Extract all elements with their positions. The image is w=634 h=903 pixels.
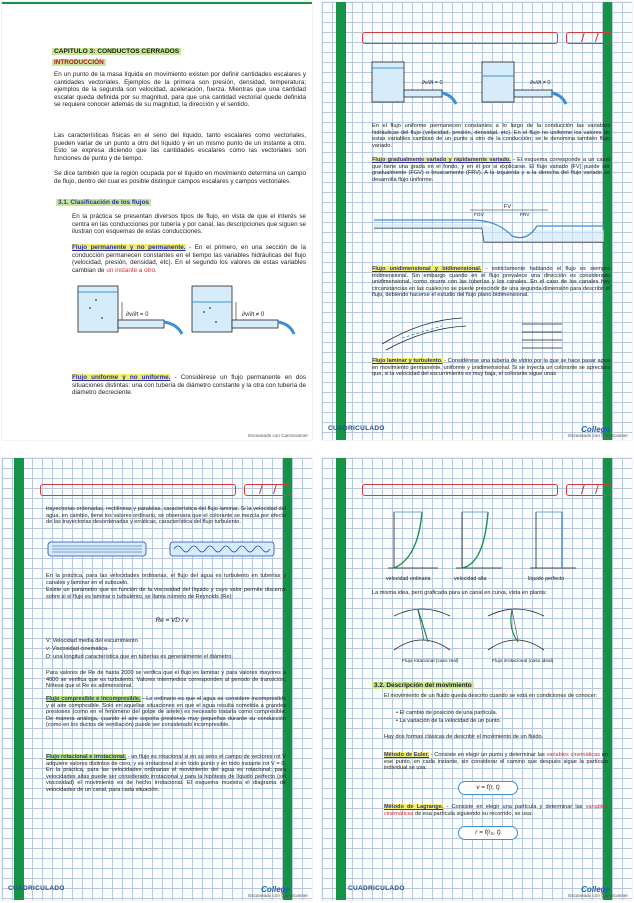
p2-flujo-unidim (372, 266, 610, 299)
p4-header-box-1 (362, 484, 558, 496)
p2-header-box-1 (362, 32, 558, 44)
page-2 (322, 2, 632, 440)
fig-rotacional: Flujo rotacional (caso real) (402, 659, 459, 664)
lagrange-text: - Consiste en elegir una partícula y determinar las (443, 804, 586, 810)
flujo-unidim-text: - estrictamente hablando el flujo es siempre tridimensional. Sin embargo cuando en el flujo prevalece una dirección es considerado unidimensional, como ocurre con las tuberías y los canales. En el caso de los canales hay circunstancias en las cuales no se puede prescindir de una segunda dimensión para describir el flujo, debiendo hacerse el estudio del flujo plano bidimensional. (372, 266, 610, 299)
p3-flujo-compresible (46, 696, 286, 729)
p1-para4: En la práctica se presentan diversos tipos de flujo, en vista de que el interés se centra en las conducciones por tubería y por canal, las descripciones que siguen se ilustran con esquemas de estas conducciones. (72, 213, 306, 236)
flujo-gradual-text: - El esquema corresponde a un canal que tiene una grada en el fondo, y en él por si explicarse. El flujo variado (FV) puede ser gradualmente (FGV) o bruscamente (FRV). A la izquierda y a la derecha del flujo variado se desarrolla flujo uniforme. (372, 157, 611, 183)
bullet-1-text: El cambio de posición de una partícula. (399, 710, 498, 716)
p2-fig-label-a: ∂v/∂t = 0 (422, 80, 443, 86)
flujo-rotacional-text: - un flujo es rotacional si en su seno el campo de vectores rot V adquiere valores distintos de cero, y es irrotacional si en todo punto y en todo instante rot V = 0. En la práctica, para las velocidades ordinarias el movimiento del agua es rotacional; para velocidades altas puede ser considerado irrotacional y para la hipótesis de líquido perfecto (sin viscosidad) el movimiento es de hecho irrotacional. El esquema muestra el diagrama de velocidades de un canal, para cada situación. (46, 754, 286, 793)
fig-liquido-perfecto: líquido perfecto (528, 576, 565, 582)
page-4 (322, 458, 632, 900)
p4-bullet-1: • El cambio de posición de una partícula. (396, 710, 498, 716)
p2-para1: En el flujo uniforme permanecen constantes a lo largo de la conducción las variables hidráulicas del flujo (velocidad, presión, densidad, etc). En el flujo no uniforme los valores de estas variables cambian de un punto a otro de la conducción; se le denomina también flujo variado. (372, 123, 610, 149)
p4-footer-label: CUADRICULADO (348, 885, 405, 892)
p2-fig-label-b: ∂v/∂t ≠ 0 (530, 80, 551, 86)
p3-para3: Existe un parámetro que es función de la viscosidad del líquido y cuyo valor permite discernir sobre si el flujo es laminar o turbulento, se llama número de Reynolds (Re): (46, 587, 286, 600)
p4-para3: Hay dos formas clásicas de describir el movimiento de un fluido. (384, 734, 544, 740)
flujo-laminar-label: Flujo laminar y turbulento. (372, 358, 443, 364)
p2-brand-logo: College (581, 425, 610, 434)
fig-vel-alta: velocidad alta (454, 576, 487, 582)
p3-para1: trayectorias ordenadas, rectilíneas y paralelas, característica del flujo laminar. Si la velocidad del agua, en cambio, tiene los valores ordinario, se observara que el colorante se mezcla por efecto de las trayectorias desordenadas y erráticas, característica del flujo turbulento. (46, 506, 286, 526)
euler-label: Método de Euler. (384, 752, 430, 758)
intro-heading: INTRODUCCIÓN (54, 59, 104, 66)
profile-ordinaria (388, 512, 438, 568)
profile-alta (456, 512, 502, 568)
p2-flujo-gradual (372, 157, 610, 183)
section-3-1: 3.1. Clasificación de los flujos (58, 199, 149, 206)
fig-irrotacional: Flujo irrotacional (caso ideal) (492, 659, 554, 664)
p2-tank-figure (322, 60, 632, 120)
fig-label-a: ∂v/∂t = 0 (126, 312, 149, 318)
def-v: V: Velocidad media del escurrimiento (46, 638, 138, 644)
profile-perfecto (530, 512, 576, 568)
flujo-rotacional-label: Flujo rotacional e irrotacional. (46, 754, 127, 760)
p2-flujo-laminar (372, 358, 610, 378)
def-nu: ν: Viscosidad cinemática (46, 646, 108, 652)
p4-brand-logo: College (581, 885, 610, 894)
p3-footer-label: CUADRICULADO (8, 885, 65, 892)
p3-green-bar-left (14, 458, 24, 900)
page-top-edge (2, 2, 312, 4)
reynolds-formula: Re = VD / ν (155, 617, 189, 624)
p1-flujo-uniforme (72, 374, 306, 397)
p3-header-box-1 (40, 484, 236, 496)
p1-para1: En un punto de la masa líquida en movimiento existen por definir cantidades escalares y cantidades vectoriales. Ejemplos de la primera son presión, densidad, temperatura; ejemplos de la segunda son velocidad, aceleración, fuerza. Mientras que una cantidad escalar queda definida por su magnitud, para que una cantidad vectorial quede definida se requiere conocer además de su magnitud, la dirección y el sentido. (54, 71, 306, 109)
flujo-compresible-text: - Lo ordinario es que el agua se considere incompresible y el aire compresible. Solo en aquellas situaciones en que el agua resulta sometida a grandes presiones (como en el fenómeno del golpe de ariete) es necesario tratarla como compresible. De manera análoga, cuando el aire soporta presiones muy pequeñas durante su conducción (como en los ductos de ventilación) puede ser considerado incompresible. (46, 696, 286, 729)
p2-pipe-figure (322, 314, 632, 354)
p2-header-box-2: / / (566, 32, 612, 44)
flujo-permanente-red: un instante a otro. (106, 266, 157, 274)
flujo-uniforme-label: Flujo uniforme y no uniforme. (72, 374, 171, 381)
p4-curve-channel-figure (322, 600, 632, 670)
p1-scan-label: Escaneado con CamScanner (248, 433, 308, 438)
p2-fig-frv: FRV (520, 213, 530, 218)
bullet-2-text: La variación de la velocidad de un punto. (399, 718, 502, 724)
p2-channel-figure (322, 202, 632, 252)
p1-para2: Las características físicas en el seno del líquido, tanto escalares como vectoriales, pueden variar de un punto a otro del líquido y en un mismo punto de un instante a otro. Esto se expresa diciendo que las cantidades escalares como las vectoriales son funciones de punto y de tiempo. (54, 132, 306, 162)
flujo-permanente-text: - En el primero, en una sección de la conducción permanecen constantes en el tiempo las variables hidráulicas del flujo (velocidad, presión, densidad, etc). En el segundo los valores de estas variables cambian de (72, 244, 306, 274)
p3-pipe-figure (2, 536, 312, 566)
flujo-laminar-text: - Considérese una tubería de vidrio por la que se hace pasar agua en movimiento permanente, uniforme y unidimensional. Si se inyecta un colorante se apreciara que, si la velocidad del escurrimiento es muy baja, el colorante sigue unas (372, 358, 610, 378)
p3-scan-label: Escaneado con CamScanner (248, 893, 308, 898)
flujo-gradual-label: Flujo gradualmente variado y rápidamente variado. (372, 157, 511, 163)
p4-euler (384, 752, 608, 772)
p3-para2: En la práctica, para las velocidades ordinarias, el flujo del agua es turbulento en tuberías y canales y laminar en el subsuelo. (46, 573, 286, 586)
p4-bullet-2: • La variación de la velocidad de un punto. (396, 718, 502, 724)
page-1 (2, 2, 312, 440)
p4-para1: La misma idea, pero graficada para un canal en curva, vista en planta: (372, 590, 547, 596)
section-3-2: 3.2. Descripción del movimiento (374, 682, 472, 689)
lagrange-label: Método de Lagrange. (384, 804, 444, 810)
p2-footer-label: CUADRICULADO (328, 425, 385, 432)
p1-para3: Se dice también que la región ocupada por el líquido en movimiento determina un campo de flujo, dentro del cual es posible distinguir campos escalares y campos vectoriales. (54, 170, 306, 185)
p4-velocity-profiles (322, 508, 632, 584)
chapter-title: CAPITULO 3: CONDUCTOS CERRADOS (54, 48, 180, 55)
p4-header-box-2: / / (566, 484, 612, 496)
p3-flujo-rotacional (46, 754, 286, 794)
page-3 (2, 458, 312, 900)
fig-vel-ordinaria: velocidad ordinaria (386, 576, 431, 582)
flujo-uniforme-text: - Considérese un flujo permanente en dos situaciones distintas: una con tubería de diámetro constante y la otra con tubería de diámetro decreciente. (72, 374, 306, 397)
flujo-permanente-label: Flujo permanente y no permanente. (72, 244, 186, 251)
fig-label-b: ∂v/∂t ≠ 0 (242, 312, 265, 318)
p4-lagrange (384, 804, 608, 817)
p1-tank-figure (2, 282, 312, 362)
p3-para4: Para valores de Re de hasta 2000 se verifica que el flujo es laminar y para valores mayores a 4000 se verifica que es turbulento. Valores intermedios corresponden al periodo de transición. Nótese que el Re es adimensional. (46, 670, 286, 690)
euler-red: variables cinemáticas (546, 752, 601, 758)
p2-fig-fgv: FGV (474, 213, 484, 218)
flujo-unidim-label: Flujo unidimensional y bidimensional. (372, 266, 482, 272)
p4-para2: El movimiento de un fluido queda descrito cuando se está en condiciones de conocer: (384, 693, 598, 699)
flujo-compresible-label: Flujo compresible e incompresible. (46, 696, 141, 702)
p3-header-box-2: / / (244, 484, 290, 496)
lagrange-formula: r = f(r₀, t) (458, 826, 518, 840)
euler-text2: en ese punto, en cada instante, sin considerar el camino que después sigue la partícula individual se usa: (384, 752, 608, 772)
euler-text: - Consiste en elegir un punto y determinar las (429, 752, 547, 758)
def-d: D: una longitud característica que en tuberías es generalmente el diámetro. (46, 654, 233, 660)
lagrange-red: variables cinemáticas (384, 804, 608, 817)
p2-scan-label: Escaneado con CamScanner (568, 433, 628, 438)
p2-fig-fv: FV (504, 204, 512, 210)
p1-flujo-permanente (72, 244, 306, 274)
lagrange-text2: de esa partícula siguiendo su recorrido, se usa: (413, 810, 533, 817)
p3-brand-logo: College (261, 885, 290, 894)
p4-scan-label: Escaneado con CamScanner (568, 893, 628, 898)
euler-formula: v = f(r, t) (458, 781, 518, 795)
